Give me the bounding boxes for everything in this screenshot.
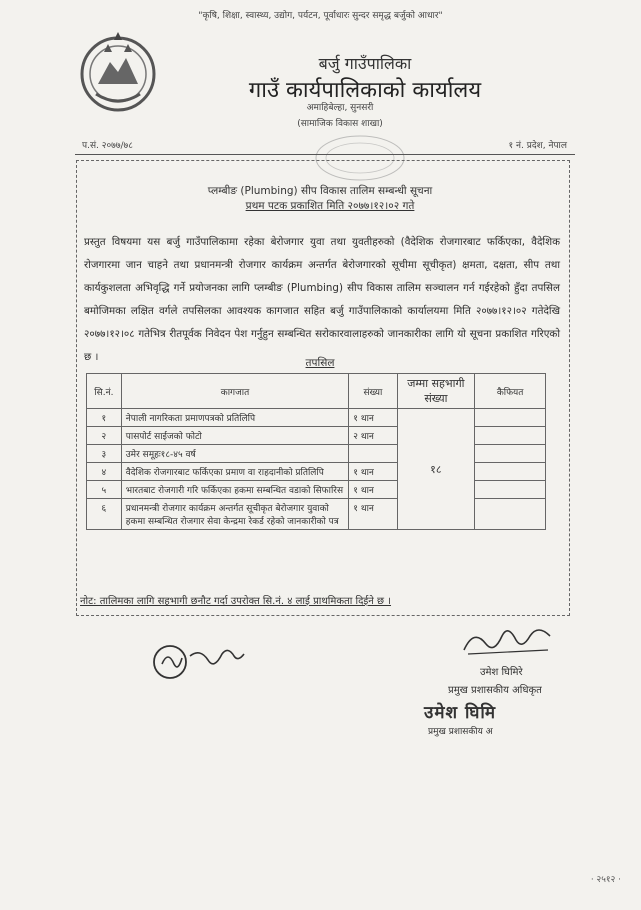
header-divider bbox=[75, 154, 575, 155]
notice-title: प्लम्बीङ (Plumbing) सीप विकास तालिम सम्बन्धी सूचना bbox=[207, 185, 433, 197]
table-caption: तपसिल bbox=[305, 357, 335, 369]
row-document: भारतबाट रोजगारी गरि फर्किएका हकमा सम्बन्धित वडाको सिफारिस bbox=[121, 481, 349, 499]
nepal-emblem-icon bbox=[74, 28, 162, 116]
row-document: पासपोर्ट साईजको फोटो bbox=[121, 427, 349, 445]
name-stamp: उमेश घिमि bbox=[424, 703, 496, 723]
motto: "कृषि, शिक्षा, स्वास्थ्य, उद्योग, पर्यटन, पूर्वाधारः सुन्दर समृद्ध बर्जुको आधार" bbox=[198, 11, 443, 21]
table-row bbox=[87, 481, 546, 499]
row-remarks bbox=[475, 481, 546, 499]
office-address: अमाहिबेल्हा, सुनसरी bbox=[306, 103, 374, 113]
row-remarks bbox=[475, 463, 546, 481]
office-name: बर्जु गाउँपालिका bbox=[318, 54, 412, 73]
row-quantity: २ थान bbox=[349, 427, 397, 445]
row-remarks bbox=[475, 445, 546, 463]
signer-role: प्रमुख प्रशासकीय अधिकृत bbox=[448, 685, 542, 696]
row-sn: ४ bbox=[87, 463, 122, 481]
officer-signature-icon bbox=[458, 620, 568, 660]
handwritten-signature-icon bbox=[148, 636, 258, 686]
notice-published-date: प्रथम पटक प्रकाशित मिति २०७७।१२।०२ गते bbox=[245, 200, 415, 212]
note-text: नोट: तालिमका लागि सहभागी छनौट गर्दा उपरोक्त सि.नं. ४ लाई प्राथमिकता दिईने छ । bbox=[80, 596, 392, 607]
scan-mark: · २५१२ · bbox=[590, 875, 621, 885]
header-sn: सि.नं. bbox=[87, 374, 122, 409]
table-row bbox=[87, 445, 546, 463]
row-document: वैदेशिक रोजगारबाट फर्किएका प्रमाण वा राहदानीको प्रतिलिपि bbox=[121, 463, 349, 481]
row-quantity: १ थान bbox=[349, 481, 397, 499]
row-sn: ६ bbox=[87, 499, 122, 530]
row-remarks bbox=[475, 499, 546, 530]
table-row bbox=[87, 427, 546, 445]
row-quantity: १ थान bbox=[349, 409, 397, 427]
row-sn: १ bbox=[87, 409, 122, 427]
row-sn: ३ bbox=[87, 445, 122, 463]
row-document: प्रधानमन्त्री रोजगार कार्यक्रम अन्तर्गत सूचीकृत बेरोजगार युवाको हकमा सम्बन्धित रोजगार सेवा केन्द्रमा रेकर्ड रहेको जानकारीको पत्र bbox=[121, 499, 349, 530]
office-title: गाउँ कार्यपालिकाको कार्यालय bbox=[248, 78, 482, 103]
total-participants: १८ bbox=[397, 409, 475, 530]
row-remarks bbox=[475, 409, 546, 427]
notice-body: प्रस्तुत विषयमा यस बर्जु गाउँपालिकामा रहेका बेरोजगार युवा तथा युवतीहरुको (वैदेशिक रोजगारबाट फर्किएका, वैदेशिक रोजगारमा जान चाहने तथा प्रधानमन्त्री रोजगार कार्यक्रम अन्तर्गत बेरोजगारको सूचीमा सूचीकृत) क्षमता, दक्षता, सीप तथा कार्यकुशलता अभिवृद्धि गर्ने प्रयोजनका लागि प्लम्बीङ (Plumbing) सीप विकास तालिम सञ्चालन गर्न गईरहेको हुँदा तपसिल बमोजिमका लक्षित वर्गले तपसिलका आवश्यक कागजात सहित बर्जु गाउँपालिकाको कार्यालयमा मिति २०७७।१२।०२ गतेदेखि २०७७।१२।०८ गतेभित्र रीतपूर्वक निवेदन पेश गर्नुहुन सम्बन्धित सरोकारवालाहरुको जानकारीका लागि यो सूचना प्रकाशित गरिएको छ । bbox=[84, 236, 560, 363]
row-quantity bbox=[349, 445, 397, 463]
header-quantity: संख्या bbox=[349, 374, 397, 409]
role-stamp: प्रमुख प्रशासकीय अ bbox=[428, 727, 493, 737]
header-remarks: कैफियत bbox=[475, 374, 546, 409]
row-sn: २ bbox=[87, 427, 122, 445]
signer-name: उमेश घिमिरे bbox=[480, 667, 523, 678]
documents-table bbox=[86, 373, 546, 530]
row-quantity: १ थान bbox=[349, 463, 397, 481]
letter-number: प.सं. २०७७/७८ bbox=[82, 141, 133, 151]
header-document: कागजात bbox=[121, 374, 349, 409]
row-remarks bbox=[475, 427, 546, 445]
office-section: (सामाजिक विकास शाखा) bbox=[297, 119, 383, 129]
table-row bbox=[87, 463, 546, 481]
table-row bbox=[87, 409, 546, 427]
province-label: १ नं. प्रदेश, नेपाल bbox=[508, 141, 567, 151]
row-quantity: १ थान bbox=[349, 499, 397, 530]
table-header-row bbox=[87, 374, 546, 409]
header-total: जम्मा सहभागी संख्या bbox=[397, 374, 475, 409]
row-document: उमेर समूहः१८-४५ वर्ष bbox=[121, 445, 349, 463]
table-row bbox=[87, 499, 546, 530]
row-sn: ५ bbox=[87, 481, 122, 499]
row-document: नेपाली नागरिकता प्रमाणपत्रको प्रतिलिपि bbox=[121, 409, 349, 427]
